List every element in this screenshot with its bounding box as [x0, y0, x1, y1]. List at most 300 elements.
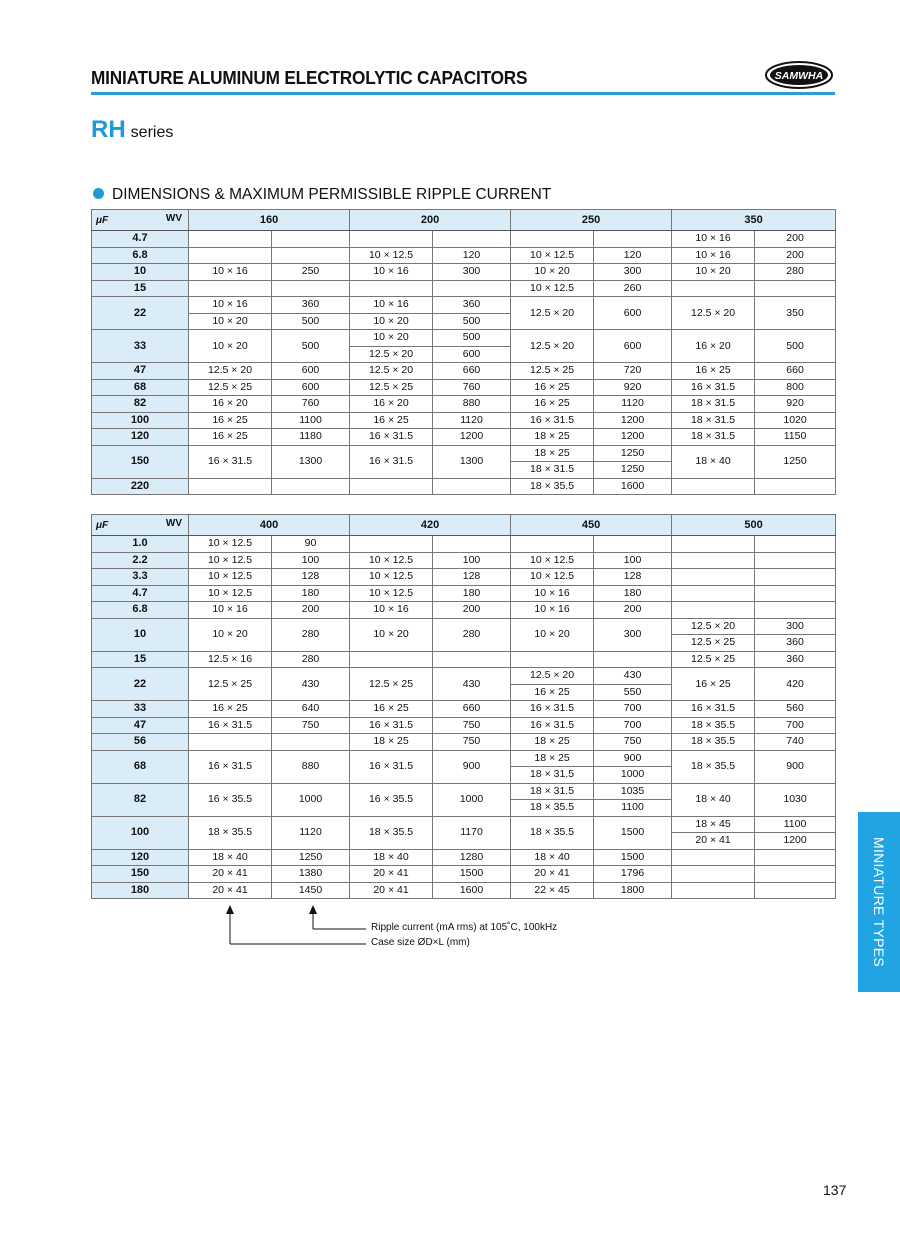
side-tab-label: MINIATURE TYPES	[871, 836, 887, 967]
ripple-current-cell	[755, 552, 836, 569]
ripple-current-cell	[594, 231, 672, 248]
ripple-current-cell	[272, 478, 350, 495]
capacitance-cell: 68	[92, 379, 189, 396]
ripple-current-cell: 500	[433, 313, 511, 330]
ripple-current-cell: 1035	[594, 783, 672, 800]
case-size-cell: 20 × 41	[189, 866, 272, 883]
ripple-current-cell: 1100	[272, 412, 350, 429]
page-title: MINIATURE ALUMINUM ELECTROLYTIC CAPACITORS	[91, 67, 528, 88]
table-row	[92, 297, 836, 314]
capacitance-cell: 68	[92, 750, 189, 783]
case-size-cell: 12.5 × 25	[511, 363, 594, 380]
case-size-cell: 12.5 × 25	[189, 379, 272, 396]
ripple-current-cell: 500	[755, 330, 836, 363]
ripple-current-cell: 1250	[594, 462, 672, 479]
bullet-icon	[93, 188, 104, 199]
table-row	[92, 734, 836, 751]
ripple-current-cell: 760	[433, 379, 511, 396]
ripple-current-cell	[433, 536, 511, 553]
ripple-current-cell: 750	[594, 734, 672, 751]
capacitance-cell: 15	[92, 280, 189, 297]
table-row	[92, 536, 836, 553]
case-size-cell: 10 × 12.5	[350, 569, 433, 586]
ripple-current-cell: 1250	[272, 849, 350, 866]
table-row	[92, 585, 836, 602]
case-size-cell	[672, 552, 755, 569]
voltage-header: 200	[350, 210, 511, 231]
table-row	[92, 866, 836, 883]
ripple-current-cell: 600	[272, 379, 350, 396]
capacitance-cell: 47	[92, 363, 189, 380]
unit-label: μF	[96, 520, 109, 531]
case-size-cell: 10 × 16	[350, 602, 433, 619]
logo-text: SAMWHA	[774, 70, 824, 82]
ripple-table-low-voltage	[91, 209, 836, 495]
table-row	[92, 412, 836, 429]
ripple-current-cell	[433, 478, 511, 495]
ripple-current-cell: 660	[433, 363, 511, 380]
case-size-cell: 18 × 40	[672, 445, 755, 478]
case-size-cell: 10 × 20	[672, 264, 755, 281]
ripple-current-cell: 880	[433, 396, 511, 413]
case-size-cell: 10 × 12.5	[189, 536, 272, 553]
case-size-cell: 10 × 16	[189, 297, 272, 314]
case-size-cell: 10 × 16	[350, 264, 433, 281]
ripple-current-cell: 1300	[433, 445, 511, 478]
ripple-current-cell	[755, 569, 836, 586]
case-size-cell	[672, 569, 755, 586]
ripple-current-cell: 200	[272, 602, 350, 619]
case-size-cell: 16 × 20	[189, 396, 272, 413]
ripple-current-cell: 500	[272, 330, 350, 363]
ripple-current-cell: 128	[272, 569, 350, 586]
table-row	[92, 816, 836, 833]
case-size-cell: 12.5 × 20	[511, 330, 594, 363]
capacitance-cell: 4.7	[92, 231, 189, 248]
ripple-current-cell: 430	[272, 668, 350, 701]
header-rule	[91, 92, 835, 95]
ripple-current-cell: 560	[755, 701, 836, 718]
ripple-current-cell: 750	[272, 717, 350, 734]
unit-corner-cell	[92, 210, 189, 231]
ripple-current-cell: 1300	[272, 445, 350, 478]
case-size-cell: 10 × 12.5	[511, 280, 594, 297]
case-size-cell: 10 × 16	[672, 247, 755, 264]
case-size-cell	[672, 882, 755, 899]
samwha-logo	[764, 60, 834, 90]
case-size-cell: 16 × 35.5	[350, 783, 433, 816]
ripple-current-cell: 750	[433, 717, 511, 734]
case-size-note: Case size ØD×L (mm)	[371, 937, 470, 948]
ripple-current-cell	[755, 849, 836, 866]
ripple-current-cell: 660	[755, 363, 836, 380]
case-size-cell: 18 × 40	[350, 849, 433, 866]
section-title: DIMENSIONS & MAXIMUM PERMISSIBLE RIPPLE CURRENT	[112, 186, 552, 203]
ripple-current-cell: 1000	[272, 783, 350, 816]
wv-label: WV	[165, 213, 182, 224]
case-size-cell: 20 × 41	[189, 882, 272, 899]
ripple-current-cell: 900	[594, 750, 672, 767]
ripple-current-cell: 600	[594, 297, 672, 330]
ripple-current-cell: 120	[433, 247, 511, 264]
case-size-cell	[511, 651, 594, 668]
ripple-current-cell: 800	[755, 379, 836, 396]
ripple-current-cell: 200	[755, 231, 836, 248]
case-size-cell: 16 × 25	[189, 701, 272, 718]
ripple-current-cell	[433, 280, 511, 297]
voltage-header: 350	[672, 210, 836, 231]
table-row	[92, 231, 836, 248]
ripple-current-cell: 500	[433, 330, 511, 347]
case-size-cell: 18 × 25	[511, 734, 594, 751]
section-heading	[93, 186, 551, 204]
capacitance-cell: 180	[92, 882, 189, 899]
ripple-current-cell: 280	[272, 618, 350, 651]
case-size-cell	[672, 478, 755, 495]
case-size-cell: 16 × 25	[672, 363, 755, 380]
case-size-cell: 16 × 20	[672, 330, 755, 363]
capacitance-cell: 2.2	[92, 552, 189, 569]
case-size-cell	[672, 602, 755, 619]
ripple-current-cell	[272, 231, 350, 248]
ripple-current-cell: 1200	[594, 429, 672, 446]
ripple-current-cell: 1200	[594, 412, 672, 429]
ripple-current-cell	[272, 280, 350, 297]
table-row	[92, 552, 836, 569]
table-row	[92, 478, 836, 495]
ripple-current-cell: 180	[433, 585, 511, 602]
case-size-cell: 18 × 25	[350, 734, 433, 751]
case-size-cell: 10 × 20	[189, 618, 272, 651]
ripple-current-cell: 660	[433, 701, 511, 718]
case-size-cell: 16 × 25	[189, 429, 272, 446]
case-size-cell: 12.5 × 25	[350, 668, 433, 701]
case-size-cell: 16 × 25	[672, 668, 755, 701]
ripple-current-cell: 760	[272, 396, 350, 413]
case-size-cell: 12.5 × 20	[189, 363, 272, 380]
case-size-cell: 18 × 31.5	[511, 462, 594, 479]
ripple-current-cell: 700	[755, 717, 836, 734]
case-size-cell	[350, 280, 433, 297]
case-size-cell: 16 × 25	[189, 412, 272, 429]
wv-label: WV	[165, 518, 182, 529]
case-size-cell: 16 × 25	[511, 684, 594, 701]
case-size-cell	[350, 478, 433, 495]
case-size-cell: 16 × 31.5	[350, 717, 433, 734]
ripple-current-cell: 128	[594, 569, 672, 586]
case-size-cell: 16 × 20	[350, 396, 433, 413]
case-size-cell: 10 × 20	[189, 313, 272, 330]
case-size-cell: 18 × 40	[511, 849, 594, 866]
capacitance-cell: 82	[92, 396, 189, 413]
case-size-cell: 10 × 12.5	[350, 247, 433, 264]
capacitance-cell: 22	[92, 297, 189, 330]
ripple-current-cell: 1450	[272, 882, 350, 899]
case-size-cell	[672, 536, 755, 553]
capacitance-cell: 220	[92, 478, 189, 495]
table-row	[92, 363, 836, 380]
case-size-cell: 16 × 31.5	[350, 429, 433, 446]
capacitance-cell: 33	[92, 701, 189, 718]
ripple-current-cell: 920	[755, 396, 836, 413]
ripple-current-cell: 360	[433, 297, 511, 314]
ripple-current-cell: 700	[594, 701, 672, 718]
case-size-cell	[189, 247, 272, 264]
ripple-current-cell: 900	[755, 750, 836, 783]
capacitance-cell: 120	[92, 849, 189, 866]
case-size-cell: 18 × 35.5	[511, 816, 594, 849]
ripple-current-cell: 90	[272, 536, 350, 553]
capacitance-cell: 15	[92, 651, 189, 668]
case-size-cell: 10 × 20	[511, 618, 594, 651]
case-size-cell: 10 × 12.5	[189, 552, 272, 569]
case-size-cell: 16 × 25	[350, 412, 433, 429]
ripple-note: Ripple current (mA rms) at 105˚C, 100kHz	[371, 922, 558, 933]
case-size-cell	[189, 478, 272, 495]
capacitance-cell: 10	[92, 618, 189, 651]
ripple-current-cell	[755, 882, 836, 899]
ripple-current-cell	[272, 247, 350, 264]
ripple-current-cell: 180	[272, 585, 350, 602]
capacitance-cell: 150	[92, 866, 189, 883]
ripple-current-cell: 200	[433, 602, 511, 619]
ripple-current-cell: 1600	[433, 882, 511, 899]
case-size-cell	[189, 280, 272, 297]
case-size-cell: 18 × 35.5	[672, 717, 755, 734]
ripple-current-cell: 1500	[594, 849, 672, 866]
case-size-cell: 10 × 20	[350, 618, 433, 651]
voltage-header: 500	[672, 515, 836, 536]
capacitance-cell: 120	[92, 429, 189, 446]
ripple-current-cell: 1150	[755, 429, 836, 446]
ripple-current-cell: 720	[594, 363, 672, 380]
ripple-current-cell: 360	[755, 635, 836, 652]
ripple-table-high-voltage	[91, 514, 836, 899]
case-size-cell: 18 × 35.5	[672, 750, 755, 783]
case-size-cell	[189, 231, 272, 248]
case-size-cell	[672, 280, 755, 297]
ripple-current-cell: 120	[594, 247, 672, 264]
ripple-current-cell: 280	[272, 651, 350, 668]
capacitance-cell: 22	[92, 668, 189, 701]
table-row	[92, 429, 836, 446]
case-size-cell: 16 × 25	[511, 396, 594, 413]
ripple-current-cell: 600	[272, 363, 350, 380]
case-size-cell	[350, 231, 433, 248]
case-size-cell: 10 × 16	[511, 585, 594, 602]
case-size-cell	[672, 866, 755, 883]
table-row	[92, 783, 836, 800]
capacitance-cell: 3.3	[92, 569, 189, 586]
ripple-current-cell: 250	[272, 264, 350, 281]
ripple-current-cell	[433, 231, 511, 248]
ripple-current-cell: 350	[755, 297, 836, 330]
ripple-current-cell: 1100	[594, 800, 672, 817]
case-size-cell: 12.5 × 25	[189, 668, 272, 701]
voltage-header: 420	[350, 515, 511, 536]
case-size-cell: 20 × 41	[672, 833, 755, 850]
table-row	[92, 330, 836, 347]
ripple-current-cell: 1280	[433, 849, 511, 866]
table-row	[92, 717, 836, 734]
case-size-cell: 10 × 16	[672, 231, 755, 248]
case-size-cell: 10 × 16	[350, 297, 433, 314]
ripple-current-cell: 300	[594, 618, 672, 651]
ripple-current-cell: 1500	[594, 816, 672, 849]
capacitance-cell: 100	[92, 816, 189, 849]
case-size-cell: 12.5 × 20	[672, 618, 755, 635]
ripple-current-cell: 1170	[433, 816, 511, 849]
ripple-current-cell: 280	[755, 264, 836, 281]
case-size-cell: 18 × 25	[511, 445, 594, 462]
case-size-cell	[350, 536, 433, 553]
case-size-cell: 18 × 45	[672, 816, 755, 833]
case-size-cell: 16 × 31.5	[350, 750, 433, 783]
series-code: RH	[91, 116, 126, 143]
ripple-current-cell: 880	[272, 750, 350, 783]
case-size-cell: 10 × 16	[189, 602, 272, 619]
ripple-current-cell	[755, 478, 836, 495]
case-size-cell: 18 × 25	[511, 750, 594, 767]
case-size-cell: 18 × 31.5	[672, 429, 755, 446]
case-size-cell: 18 × 40	[189, 849, 272, 866]
capacitance-cell: 4.7	[92, 585, 189, 602]
case-size-cell: 18 × 35.5	[672, 734, 755, 751]
ripple-current-cell: 1120	[272, 816, 350, 849]
series-word: series	[130, 124, 174, 141]
case-size-cell	[511, 536, 594, 553]
ripple-current-cell: 740	[755, 734, 836, 751]
ripple-current-cell: 430	[594, 668, 672, 685]
case-size-cell: 12.5 × 20	[511, 297, 594, 330]
case-size-cell: 10 × 20	[189, 330, 272, 363]
case-size-cell: 18 × 25	[511, 429, 594, 446]
case-size-cell: 10 × 16	[189, 264, 272, 281]
case-size-cell: 10 × 12.5	[189, 569, 272, 586]
ripple-current-cell: 550	[594, 684, 672, 701]
table-row	[92, 445, 836, 462]
ripple-current-cell: 1000	[433, 783, 511, 816]
table-row	[92, 396, 836, 413]
case-size-cell: 16 × 31.5	[672, 379, 755, 396]
case-size-cell: 16 × 31.5	[672, 701, 755, 718]
case-size-cell: 10 × 12.5	[511, 247, 594, 264]
case-size-cell: 12.5 × 25	[672, 635, 755, 652]
ripple-current-cell: 200	[755, 247, 836, 264]
table-row	[92, 849, 836, 866]
table-row	[92, 264, 836, 281]
ripple-current-cell	[755, 280, 836, 297]
case-size-cell: 18 × 35.5	[350, 816, 433, 849]
case-size-cell: 16 × 31.5	[511, 701, 594, 718]
case-size-cell: 16 × 25	[350, 701, 433, 718]
table-row	[92, 280, 836, 297]
table-row	[92, 701, 836, 718]
page-number: 137	[823, 1182, 847, 1198]
case-size-cell: 10 × 12.5	[350, 552, 433, 569]
ripple-current-cell: 750	[433, 734, 511, 751]
table-row	[92, 569, 836, 586]
case-size-cell: 10 × 20	[511, 264, 594, 281]
case-size-cell: 12.5 × 20	[350, 346, 433, 363]
capacitance-cell: 150	[92, 445, 189, 478]
ripple-current-cell	[433, 651, 511, 668]
case-size-cell: 18 × 35.5	[511, 478, 594, 495]
table-row	[92, 750, 836, 767]
case-size-cell	[189, 734, 272, 751]
case-size-cell: 12.5 × 16	[189, 651, 272, 668]
case-size-cell: 12.5 × 20	[672, 297, 755, 330]
ripple-current-cell: 360	[755, 651, 836, 668]
case-size-cell: 18 × 31.5	[511, 767, 594, 784]
case-size-cell: 12.5 × 20	[511, 668, 594, 685]
ripple-current-cell: 1600	[594, 478, 672, 495]
case-size-cell	[672, 849, 755, 866]
case-size-cell: 18 × 40	[672, 783, 755, 816]
ripple-current-cell: 1100	[755, 816, 836, 833]
ripple-current-cell: 1000	[594, 767, 672, 784]
ripple-current-cell: 920	[594, 379, 672, 396]
case-size-cell: 20 × 41	[350, 882, 433, 899]
ripple-current-cell: 200	[594, 602, 672, 619]
case-size-cell: 20 × 41	[350, 866, 433, 883]
table-row	[92, 379, 836, 396]
ripple-current-cell: 1500	[433, 866, 511, 883]
case-size-cell: 10 × 16	[511, 602, 594, 619]
ripple-current-cell	[755, 602, 836, 619]
ripple-current-cell	[755, 536, 836, 553]
capacitance-cell: 82	[92, 783, 189, 816]
case-size-cell: 16 × 35.5	[189, 783, 272, 816]
case-size-cell: 16 × 25	[511, 379, 594, 396]
table-row	[92, 618, 836, 635]
case-size-cell: 18 × 35.5	[189, 816, 272, 849]
capacitance-cell: 56	[92, 734, 189, 751]
case-size-cell	[672, 585, 755, 602]
capacitance-cell: 1.0	[92, 536, 189, 553]
case-size-cell: 10 × 20	[350, 313, 433, 330]
table-row	[92, 651, 836, 668]
ripple-current-cell: 360	[272, 297, 350, 314]
case-size-cell: 18 × 31.5	[672, 412, 755, 429]
ripple-current-cell: 128	[433, 569, 511, 586]
ripple-current-cell: 1250	[594, 445, 672, 462]
ripple-current-cell: 1800	[594, 882, 672, 899]
table-row	[92, 602, 836, 619]
series-heading	[91, 116, 173, 144]
capacitance-cell: 33	[92, 330, 189, 363]
ripple-current-cell: 1250	[755, 445, 836, 478]
case-size-cell: 10 × 12.5	[511, 569, 594, 586]
case-size-cell: 10 × 12.5	[350, 585, 433, 602]
case-size-cell: 16 × 31.5	[511, 412, 594, 429]
ripple-current-cell: 700	[594, 717, 672, 734]
case-size-cell: 18 × 31.5	[672, 396, 755, 413]
ripple-current-cell: 280	[433, 618, 511, 651]
voltage-header: 160	[189, 210, 350, 231]
capacitance-cell: 6.8	[92, 247, 189, 264]
ripple-current-cell: 600	[594, 330, 672, 363]
capacitance-cell: 6.8	[92, 602, 189, 619]
ripple-current-cell: 300	[755, 618, 836, 635]
case-size-cell: 16 × 31.5	[189, 750, 272, 783]
ripple-current-cell	[755, 866, 836, 883]
case-size-cell: 12.5 × 25	[350, 379, 433, 396]
case-size-cell: 16 × 31.5	[189, 445, 272, 478]
case-size-cell	[511, 231, 594, 248]
ripple-current-cell: 1120	[433, 412, 511, 429]
voltage-header: 450	[511, 515, 672, 536]
